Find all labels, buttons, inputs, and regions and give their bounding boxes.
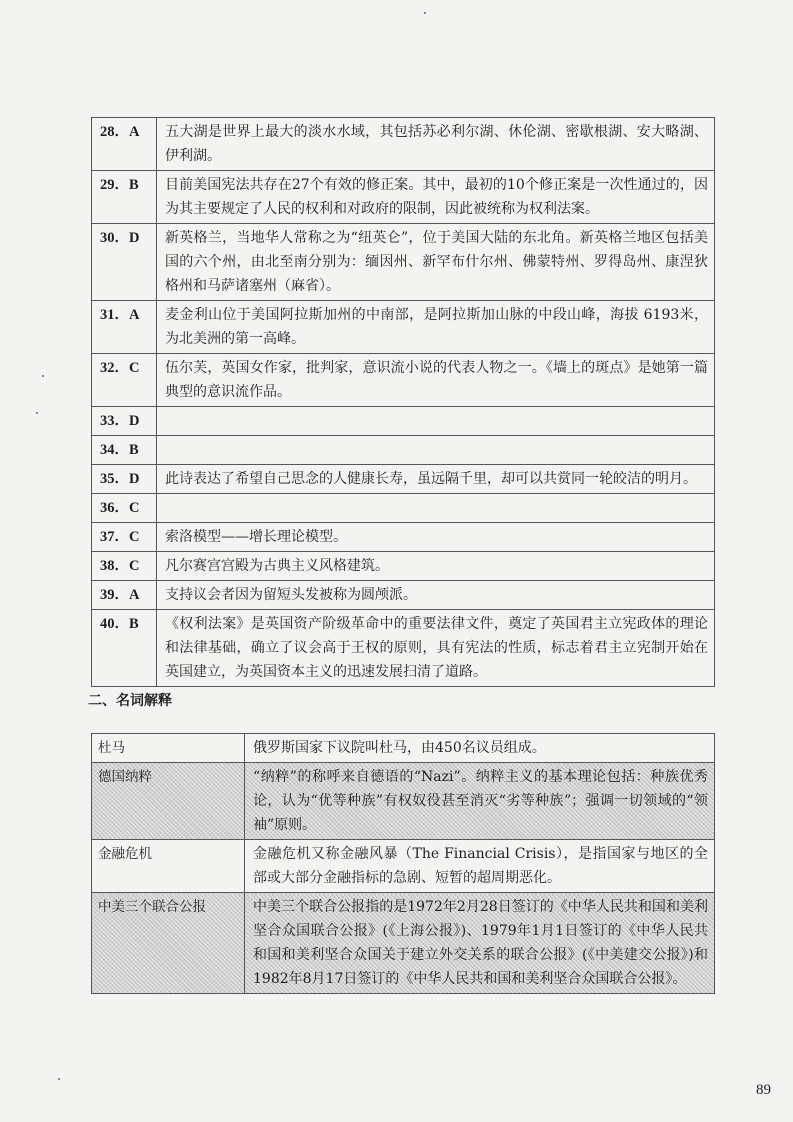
answer-row	[92, 224, 715, 301]
answer-number: 30．D	[92, 224, 157, 301]
answer-row	[92, 118, 715, 171]
glossary-row	[92, 840, 715, 893]
answer-row	[92, 610, 715, 687]
answer-number: 36．C	[92, 494, 157, 523]
answer-explanation	[157, 436, 715, 465]
answer-row	[92, 523, 715, 552]
answer-number: 34．B	[92, 436, 157, 465]
answer-row	[92, 552, 715, 581]
answer-number: 35．D	[92, 465, 157, 494]
answer-number: 38．C	[92, 552, 157, 581]
answer-explanation	[157, 407, 715, 436]
answer-number: 32．C	[92, 354, 157, 407]
glossary-definition: 金融危机又称金融风暴（The Financial Crisis），是指国家与地区的全部或大部分金融指标的急剧、短暂的超周期恶化。	[245, 840, 715, 893]
answer-row	[92, 171, 715, 224]
answer-explanation: 支持议会者因为留短头发被称为圆颅派。	[157, 581, 715, 610]
answer-explanation: 此诗表达了希望自己思念的人健康长寿，虽远隔千里，却可以共赏同一轮皎洁的明月。	[157, 465, 715, 494]
answer-explanation	[157, 494, 715, 523]
answer-number: 33．D	[92, 407, 157, 436]
answer-row	[92, 465, 715, 494]
scan-speck	[58, 1078, 60, 1080]
answer-row	[92, 407, 715, 436]
answer-explanation: 《权利法案》是英国资产阶级革命中的重要法律文件，奠定了英国君主立宪政体的理论和法律基础，确立了议会高于王权的原则，具有宪法的性质，标志着君主立宪制开始在英国建立，为英国资本主义的迅速发展扫清了道路。	[157, 610, 715, 687]
glossary-definition: “纳粹”的称呼来自德语的“Nazi”。纳粹主义的基本理论包括：种族优秀论，认为“优等种族”有权奴役甚至消灭“劣等种族”；强调一切领域的“领袖”原则。	[245, 763, 715, 840]
glossary-row	[92, 893, 715, 994]
answer-row	[92, 494, 715, 523]
scan-speck	[36, 412, 38, 414]
answer-row	[92, 436, 715, 465]
answer-explanation: 目前美国宪法共存在27个有效的修正案。其中，最初的10个修正案是一次性通过的，因为其主要规定了人民的权利和对政府的限制，因此被统称为权利法案。	[157, 171, 715, 224]
answer-explanation: 新英格兰，当地华人常称之为“纽英仑”，位于美国大陆的东北角。新英格兰地区包括美国的六个州，由北至南分别为：缅因州、新罕布什尔州、佛蒙特州、罗得岛州、康涅狄格州和马萨诸塞州（麻省）。	[157, 224, 715, 301]
answer-number: 31．A	[92, 301, 157, 354]
scan-speck	[42, 375, 44, 377]
answer-table	[91, 117, 715, 687]
answer-number: 37．C	[92, 523, 157, 552]
answer-explanation: 索洛模型——增长理论模型。	[157, 523, 715, 552]
answer-row	[92, 354, 715, 407]
answer-row	[92, 301, 715, 354]
glossary-row	[92, 734, 715, 763]
glossary-term: 中美三个联合公报	[92, 893, 245, 994]
section-title: 二、名词解释	[88, 693, 172, 709]
answer-explanation: 五大湖是世界上最大的淡水水域，其包括苏必利尔湖、休伦湖、密歇根湖、安大略湖、伊利湖。	[157, 118, 715, 171]
answer-number: 39．A	[92, 581, 157, 610]
glossary-term: 德国纳粹	[92, 763, 245, 840]
answer-row	[92, 581, 715, 610]
answer-explanation: 伍尔芙，英国女作家，批判家，意识流小说的代表人物之一。《墙上的斑点》是她第一篇典型的意识流作品。	[157, 354, 715, 407]
answer-table-body	[92, 118, 715, 687]
scan-speck	[424, 12, 426, 14]
answer-number: 29．B	[92, 171, 157, 224]
glossary-definition: 中美三个联合公报指的是1972年2月28日签订的《中华人民共和国和美利坚合众国联合公报》(《上海公报》)、1979年1月1日签订的《中华人民共和国和美利坚合众国关于建立外交关系的联合公报》(《中美建交公报》)和1982年8月17日签订的《中华人民共和国和美利坚合众国联合公报》。	[245, 893, 715, 994]
answer-explanation: 麦金利山位于美国阿拉斯加州的中南部，是阿拉斯加山脉的中段山峰，海拔 6193米，为北美洲的第一高峰。	[157, 301, 715, 354]
glossary-term: 金融危机	[92, 840, 245, 893]
glossary-table	[91, 733, 715, 994]
page-number: 89	[756, 1082, 771, 1098]
glossary-term: 杜马	[92, 734, 245, 763]
answer-number: 40．B	[92, 610, 157, 687]
glossary-row	[92, 763, 715, 840]
glossary-definition: 俄罗斯国家下议院叫杜马，由450名议员组成。	[245, 734, 715, 763]
answer-number: 28．A	[92, 118, 157, 171]
answer-explanation: 凡尔赛宫宫殿为古典主义风格建筑。	[157, 552, 715, 581]
